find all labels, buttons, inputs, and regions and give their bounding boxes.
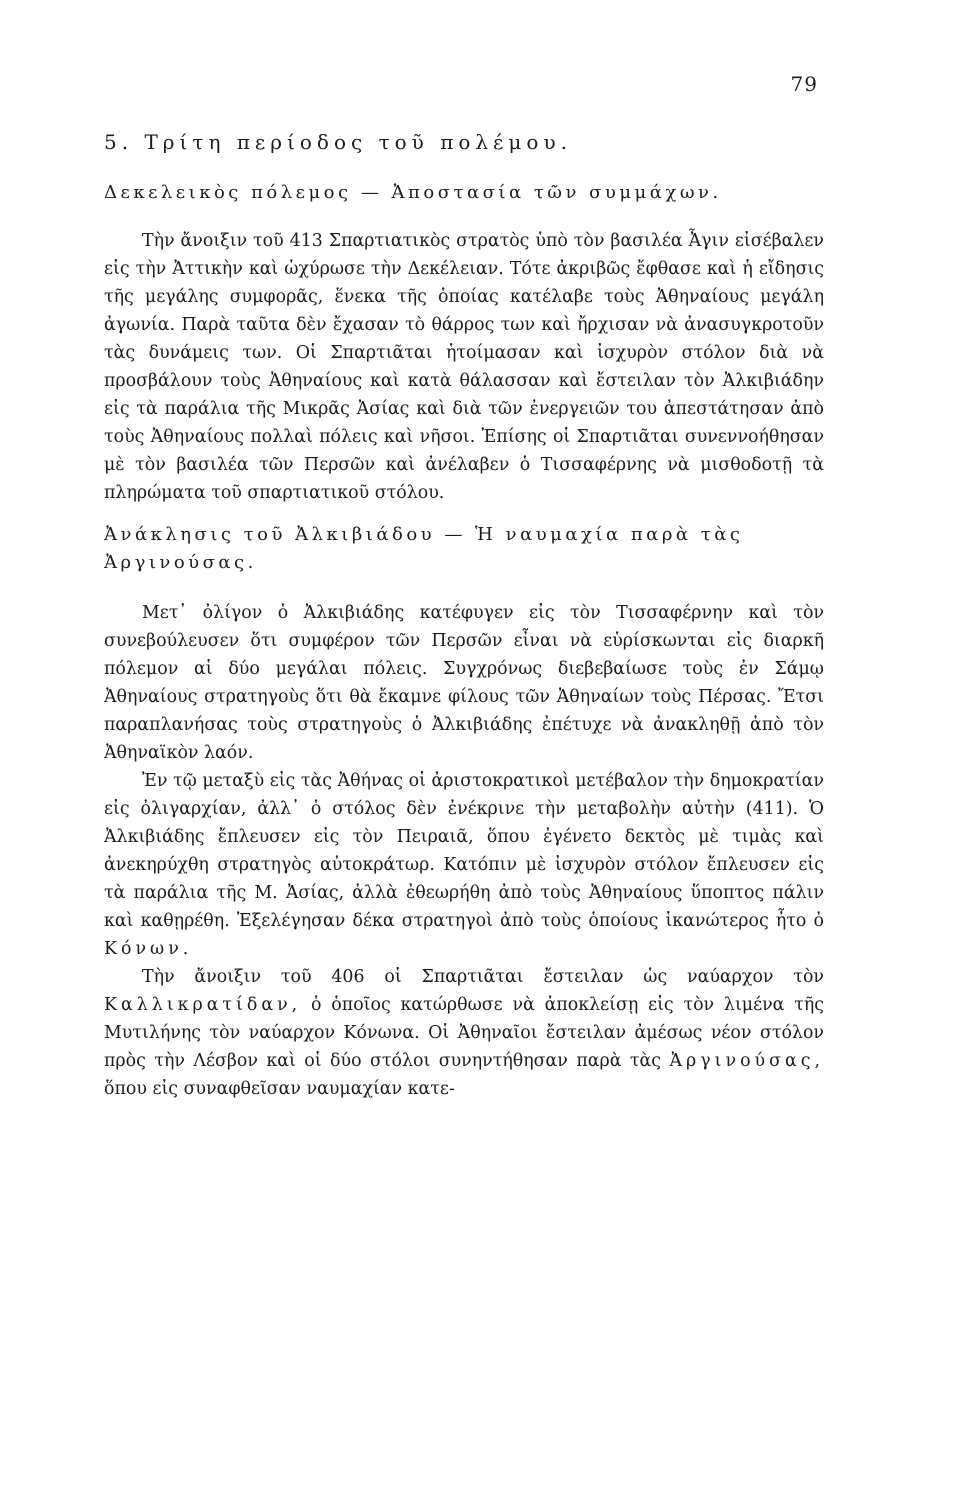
name-kallikratidas: Καλλικρατίδαν,	[104, 995, 302, 1015]
name-konon: Κόνων.	[104, 939, 193, 959]
page-number: 79	[790, 72, 818, 96]
section-heading: 5. Τρίτη περίοδος τοῦ πολέμου.	[104, 130, 572, 154]
paragraph-dekeleian-war: Τὴν ἄνοιξιν τοῦ 413 Σπαρτιατικὸς στρατὸς ὑπὸ τὸν βασιλέα Ἆγιν εἰσέβαλεν εἰς τὴν Ἀττικὴν καὶ ὠχύρωσε τὴν Δεκέλειαν. Τότε ἀκριβῶς ἔφθασε καὶ ἡ εἴδησις τῆς μεγάλης συμφορᾶς, ἕνεκα τῆς ὁποίας κατέλαβε τοὺς Ἀθηναίους μεγάλη ἀγωνία. Παρὰ ταῦτα δὲν ἔχασαν τὸ θάρρος των καὶ ἤρχισαν νὰ ἀνασυγκροτοῦν τὰς δυνάμεις των. Οἱ Σπαρτιᾶται ἡτοίμασαν καὶ ἰσχυρὸν στόλον διὰ νὰ προσβάλουν τοὺς Ἀθηναίους καὶ κατὰ θάλασσαν καὶ ἔστειλαν τὸν Ἀλκιβιάδην εἰς τὰ παράλια τῆς Μικρᾶς Ἀσίας καὶ διὰ τῶν ἐνεργειῶν του ἀπεστάτησαν ἀπὸ τοὺς Ἀθηναίους πολλαὶ πόλεις καὶ νῆσοι. Ἐπίσης οἱ Σπαρτιᾶται συνεννοήθησαν μὲ τὸν βασιλέα τῶν Περσῶν καὶ ἀνέλαβεν ὁ Τισσαφέρνης νὰ μισθοδοτῇ τὰ πληρώματα τοῦ σπαρτιατικοῦ στόλου.	[104, 231, 824, 503]
paragraph-naval-battle-text: ὅπου εἰς συναφθεῖσαν ναυμαχίαν κατε-	[104, 1079, 455, 1099]
paragraph-arginousai-battle	[104, 963, 824, 1103]
name-arginousas: Ἀργινούσας,	[669, 1051, 824, 1071]
paragraph-406-text: Τὴν ἄνοιξιν τοῦ 406 οἱ Σπαρτιᾶται ἔστειλαν ὡς ναύαρχον τὸν	[142, 967, 824, 987]
page-body	[104, 130, 824, 1103]
subheading-alcibiades-recall: Ἀνάκλησις τοῦ Ἀλκιβιάδου — Ἡ ναυμαχία παρὰ τὰς Ἀργινούσας.	[104, 524, 744, 573]
paragraph-oligarchy-text: Ἐν τῷ μεταξὺ εἰς τὰς Ἀθήνας οἱ ἀριστοκρατικοὶ μετέβαλον τὴν δημοκρατίαν εἰς ὀλιγαρχίαν, ἀλλ᾽ ὁ στόλος δὲν ἐνέκρινε τὴν μεταβολὴν αὐτὴν (411). Ὁ Ἀλκιβιάδης ἔπλευσεν εἰς τὸν Πειραιᾶ, ὅπου ἐγένετο δεκτὸς μὲ τιμὰς καὶ ἀνεκηρύχθη στρατηγὸς αὐτοκράτωρ. Κατόπιν μὲ ἰσχυρὸν στόλον ἔπλευσεν εἰς τὰ παράλια τῆς Μ. Ἀσίας, ἀλλὰ ἐθεωρήθη ἀπὸ τοὺς Ἀθηναίους ὕποπτος πάλιν καὶ καθῃρέθη. Ἐξελέγησαν δέκα στρατηγοὶ ἀπὸ τοὺς ὁποίους ἱκανώτερος ἦτο ὁ	[104, 771, 824, 931]
paragraph-oligarchy-411	[104, 767, 824, 963]
paragraph-alcibiades-tissaphernes: Μετ᾽ ὀλίγον ὁ Ἀλκιβιάδης κατέφυγεν εἰς τὸν Τισσαφέρνην καὶ τὸν συνεβούλευσεν ὅτι συμφέρον τῶν Περσῶν εἶναι νὰ εὑρίσκωνται εἰς διαρκῆ πόλεμον αἱ δύο μεγάλαι πόλεις. Συγχρόνως διεβεβαίωσε τοὺς ἐν Σάμῳ Ἀθηναίους στρατηγοὺς ὅτι θὰ ἔκαμνε φίλους τῶν Ἀθηναίων τοὺς Πέρσας. Ἔτσι παραπλανήσας τοὺς στρατηγοὺς ὁ Ἀλκιβιάδης ἐπέτυχε νὰ ἀνακληθῇ ἀπὸ τὸν Ἀθηναϊκὸν λαόν.	[104, 603, 824, 763]
subheading-dekeleian-war: Δεκελεικὸς πόλεμος — Ἀποστασία τῶν συμμάχων.	[104, 182, 722, 203]
paragraph-mytilene-text: ὁ ὁποῖος κατώρθωσε νὰ ἀποκλείσῃ εἰς τὸν λιμένα τῆς Μυτιλήνης τὸν ναύαρχον Κόνωνα. Οἱ Ἀθηναῖοι ἔστειλαν ἀμέσως νέον στόλον πρὸς τὴν Λέσβον καὶ οἱ δύο στόλοι συνηντήθησαν παρὰ τὰς	[104, 995, 824, 1071]
